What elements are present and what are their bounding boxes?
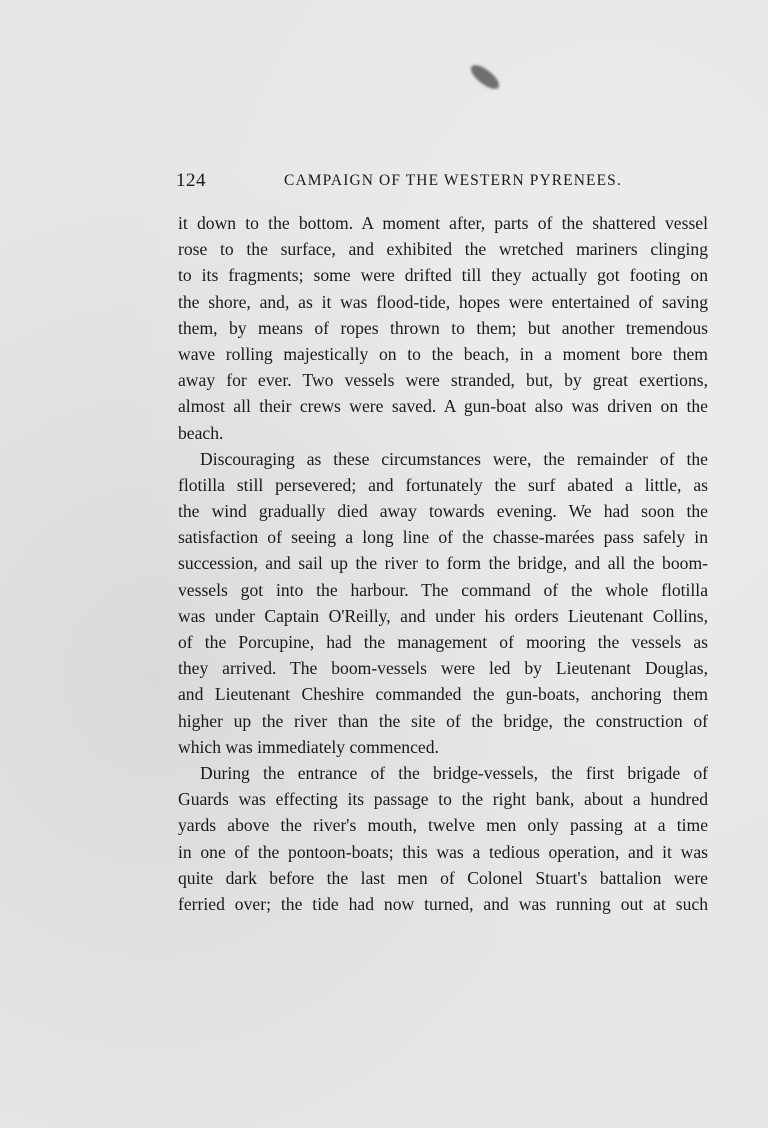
- text-line: succession, and sail up the river to form the bridge, and all the boom-: [178, 553, 708, 574]
- running-header: [176, 170, 706, 192]
- body-text: [178, 210, 708, 917]
- text-line: quite dark before the last men of Colonel Stuart's battalion were: [178, 867, 708, 888]
- text-line: During the entrance of the bridge-vessels, the first brigade of: [200, 762, 708, 783]
- text-line: of the Porcupine, had the management of mooring the vessels as: [178, 632, 708, 652]
- text-line: almost all their crews were saved. A gun-boat also was driven on the: [178, 396, 708, 417]
- text-line: Discouraging as these circumstances were, the remainder of the: [200, 448, 708, 469]
- text-line: ferried over; the tide had now turned, and was running out at such: [178, 893, 708, 914]
- text-line: them, by means of ropes thrown to them; but another tremendous: [178, 317, 708, 338]
- text-line: wave rolling majestically on to the beach, in a moment bore them: [178, 343, 708, 364]
- page-number: 124: [176, 170, 206, 191]
- text-line: the shore, and, as it was flood-tide, hopes were entertained of saving: [178, 291, 708, 312]
- text-line: to its fragments; some were drifted till they actually got footing on: [178, 265, 708, 286]
- text-line: and Lieutenant Cheshire commanded the gun-boats, anchoring them: [178, 684, 708, 705]
- text-line: vessels got into the harbour. The command of the whole flotilla: [178, 579, 708, 600]
- text-line: which was immediately commenced.: [178, 736, 439, 757]
- text-line: the wind gradually died away towards evening. We had soon the: [178, 501, 708, 522]
- text-line: flotilla still persevered; and fortunately the surf abated a little, as: [178, 474, 708, 495]
- text-line: Guards was effecting its passage to the right bank, about a hundred: [178, 789, 708, 810]
- text-line: in one of the pontoon-boats; this was a tedious operation, and it was: [178, 841, 708, 862]
- text-line: higher up the river than the site of the bridge, the construction of: [178, 710, 708, 731]
- text-line: was under Captain O'Reilly, and under his orders Lieutenant Collins,: [178, 605, 708, 626]
- ink-smudge: [467, 61, 502, 93]
- text-line: away for ever. Two vessels were stranded, but, by great exertions,: [178, 370, 708, 391]
- text-line: they arrived. The boom-vessels were led by Lieutenant Douglas,: [178, 658, 708, 679]
- text-line: satisfaction of seeing a long line of the chasse-marées pass safely in: [178, 527, 708, 548]
- text-line: yards above the river's mouth, twelve men only passing at a time: [178, 815, 708, 836]
- text-line: beach.: [178, 422, 224, 443]
- text-line: it down to the bottom. A moment after, parts of the shattered vessel: [178, 213, 708, 233]
- running-title: CAMPAIGN OF THE WESTERN PYRENEES.: [284, 172, 622, 189]
- text-line: rose to the surface, and exhibited the wretched mariners clinging: [178, 239, 708, 260]
